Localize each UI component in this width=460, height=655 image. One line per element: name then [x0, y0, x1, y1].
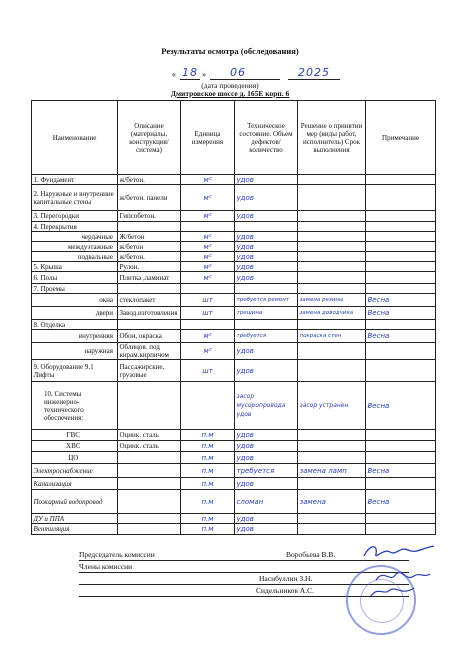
- header-name: Наименование: [32, 101, 118, 175]
- table-row: 9. Оборудование 9.1 Лифты Пассажирские, грузовые шт удов: [32, 360, 436, 382]
- table-row: двери Завод.изготовления шт трещина замена доводчика Весна: [32, 307, 436, 320]
- table-row: 1. Фундамент ж/бетон. м² удов: [32, 175, 436, 185]
- members-label: Члены комиссии: [79, 562, 133, 571]
- table-row: 4. Перекрытия: [32, 222, 436, 232]
- table-row: Пожарный водопровод п.м сломан замена Весна: [32, 490, 436, 514]
- table-row: подвальные ж/бетон. м² удов: [32, 252, 436, 262]
- member1-name: Насибуллин З.Н.: [259, 574, 313, 583]
- table-row: наружная Облицов. под кирам.кирпичом м² удов: [32, 343, 436, 360]
- date-year: 2025: [298, 66, 330, 79]
- table-row: ДУ и ППА п.м удов: [32, 514, 436, 524]
- table-row: Вентиляция п.м удов: [32, 524, 436, 535]
- table-row: 3. Перегородки Гипсобетон. м² удов: [32, 211, 436, 222]
- document-title: Результаты осмотра (обследования): [161, 46, 299, 56]
- date-day: 18: [182, 66, 198, 79]
- table-row: ЦО п.м удов: [32, 452, 436, 464]
- header-decision: Решение о принятии мер (виды работ, исполнитель) Срок выполнения: [298, 101, 366, 175]
- chair-name: Воробьева В.В.: [286, 550, 336, 559]
- quote-close: »: [202, 70, 206, 79]
- table-row: 5. Крыша Рулон. м² удов: [32, 262, 436, 272]
- table-row: окна стеклопакет шт требуется ремонт замена резины Весна: [32, 294, 436, 307]
- table-row: 8. Отделка: [32, 320, 436, 330]
- table-row: Электроснабжение п.м требуется замена ламп Весна: [32, 464, 436, 478]
- date-line: [150, 66, 360, 80]
- table-row: 7. Проемы: [32, 284, 436, 294]
- table-row: чердачные Ж/бетон м² удов: [32, 232, 436, 242]
- inspection-table: [31, 100, 436, 535]
- header-unit: Единица измерения: [181, 101, 235, 175]
- date-month: 06: [230, 66, 246, 79]
- chair-label: Председатель комиссии: [79, 550, 155, 559]
- table-row: междуэтажные ж/бетон м² удов: [32, 242, 436, 252]
- table-row: ХВС Оцинк. сталь п.м удов: [32, 441, 436, 452]
- table-row: 2. Наружные и внутренние капитальные стены ж/бетон. панели м² удов: [32, 185, 436, 211]
- table-row: Канализация п.м удов: [32, 478, 436, 490]
- header-material: Описание (материалы, конструкция/ система): [118, 101, 181, 175]
- address: Дмитровское шоссе д. 165Е корп. 6: [170, 89, 290, 98]
- signature-member2: [368, 584, 418, 600]
- table-row: 10. Системы инженерно-технического обеспечения: засор мусоропровода удов засор устранен Весна: [32, 382, 436, 430]
- quote-open: «: [172, 70, 176, 79]
- date-caption: (дата проведения): [201, 81, 259, 90]
- table-row: 6. Полы Плитка ,ламинат м² удов: [32, 272, 436, 284]
- table-row: внутренняя Обои, окраска м² требуется покраска стен Весна: [32, 330, 436, 343]
- signature-chair: [360, 540, 440, 564]
- header-state: Техническое состояние. Объем дефектов/ количество: [235, 101, 298, 175]
- header-note: Примечание: [366, 101, 436, 175]
- table-row: ГВС Оцинк. сталь п.м удов: [32, 430, 436, 441]
- member2-name: Сидельников А.С.: [256, 586, 314, 595]
